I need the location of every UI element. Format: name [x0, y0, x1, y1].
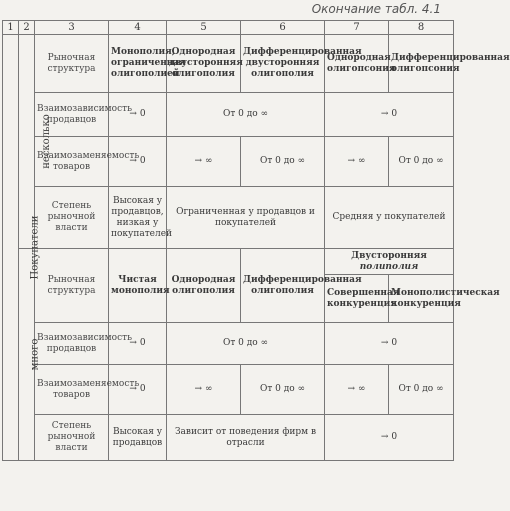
table-cell: От 0 до ∞ [241, 365, 325, 415]
table-cell: Совершенная конкуренция [325, 275, 389, 323]
table-row [3, 35, 454, 93]
table-cell: Высокая у продавцов [109, 415, 167, 461]
table-cell: Чистая монополия [109, 249, 167, 323]
header-col-5: 5 [167, 21, 241, 35]
table-cell: → 0 [109, 365, 167, 415]
row-label: Взаимозависимость продавцов [35, 323, 109, 365]
row-label: Взаимозаменяемость товаров [35, 137, 109, 187]
table-cell: От 0 до ∞ [167, 323, 325, 365]
table-cell: → 0 [325, 323, 454, 365]
table-cell: От 0 до ∞ [389, 137, 454, 187]
table-row [3, 365, 454, 415]
table-row [3, 323, 454, 365]
table-cell: Однородная двусторонняя олигополия [167, 35, 241, 93]
section-several-label: несколько [40, 113, 52, 169]
table-cell: → 0 [109, 323, 167, 365]
table-cell: Однородная олигопсония [325, 35, 389, 93]
table-cell [325, 249, 454, 275]
table-cell: → ∞ [325, 365, 389, 415]
table-cell: Монополистическая конкуренция [389, 275, 454, 323]
header-col-7: 7 [325, 21, 389, 35]
buyers-label: Покупатели [29, 215, 41, 279]
header-col-6: 6 [241, 21, 325, 35]
row-label: Взаимозаменяемость товаров [35, 365, 109, 415]
table-cell: → ∞ [167, 365, 241, 415]
table-row [3, 137, 454, 187]
header-col-4: 4 [109, 21, 167, 35]
table-cell: Дифференцированная олигополия [241, 249, 325, 323]
table-cell: От 0 до ∞ [167, 93, 325, 137]
table-cell: → 0 [109, 137, 167, 187]
table-row [3, 187, 454, 249]
table-cell: → 0 [325, 415, 454, 461]
bilateral-polypoly-word: Двусторонняя полиполия [351, 250, 427, 272]
section-many-label: много [29, 338, 41, 370]
table-cell: Ограниченная у продавцов и покупателей [167, 187, 325, 249]
table-cell: → ∞ [325, 137, 389, 187]
table-cell: Высокая у продавцов, низкая у покупателей [109, 187, 167, 249]
header-col-8: 8 [389, 21, 454, 35]
market-structure-table [2, 20, 510, 461]
table-row [3, 249, 454, 275]
table-cell: → 0 [325, 93, 454, 137]
row-label: Взаимозависимость продавцов [35, 93, 109, 137]
table-cell: От 0 до ∞ [241, 137, 325, 187]
row-label: Рыночная структура [35, 249, 109, 323]
section-many-cell [19, 249, 41, 461]
table-cell: Монополия, ограниченная олигополией [109, 35, 167, 93]
header-col-1: 1 [3, 21, 19, 35]
row-label: Степень рыночной власти [35, 415, 109, 461]
table-cell: → 0 [109, 93, 167, 137]
table-cell: Зависит от поведения фирм в отрасли [167, 415, 325, 461]
header-col-3: 3 [35, 21, 109, 35]
table-row [3, 415, 454, 461]
table-caption: Окончание табл. 4.1 [311, 2, 441, 16]
header-row [3, 21, 454, 35]
table-cell: Средняя у покупателей [325, 187, 454, 249]
table-cell: От 0 до ∞ [389, 365, 454, 415]
row-label: Степень рыночной власти [35, 187, 109, 249]
header-col-2: 2 [19, 21, 35, 35]
table-cell: Дифференцированная олигопсония [389, 35, 454, 93]
row-label: Рыночная структура [35, 35, 109, 93]
table-cell: → ∞ [167, 137, 241, 187]
table-cell: Дифференцированная двусторонняя олигополия [241, 35, 325, 93]
table-row [3, 93, 454, 137]
table-cell: Однородная олигополия [167, 249, 241, 323]
